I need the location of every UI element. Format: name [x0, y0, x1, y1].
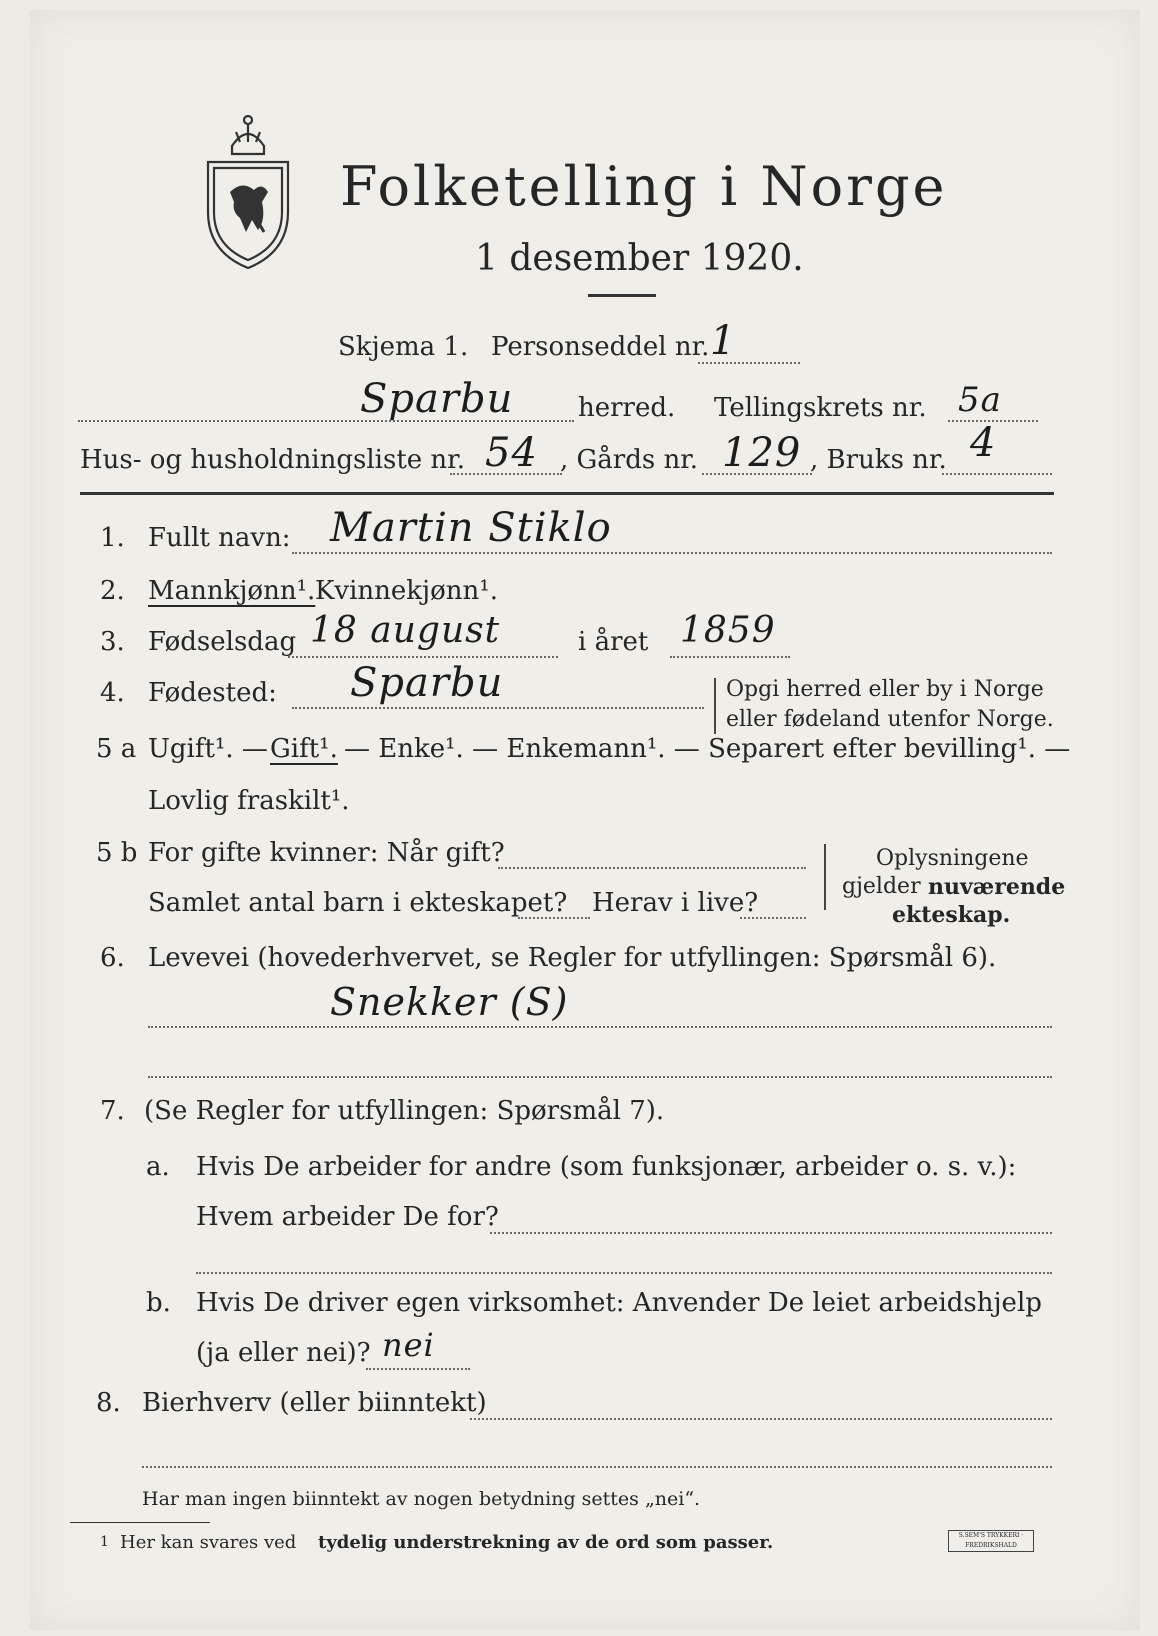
q4-line [292, 707, 704, 709]
q3-line [288, 656, 558, 658]
section-divider [80, 492, 1054, 495]
q3-year-value: 1859 [680, 610, 776, 651]
q5a-fraskilt: Lovlig fraskilt¹. [148, 786, 350, 816]
q2-male-option: Mannkjønn¹. [148, 576, 316, 606]
q5a-gift: Gift¹. [270, 734, 338, 764]
header-divider [588, 294, 656, 297]
q5b-note-line2a: gjelder [842, 874, 921, 899]
q6-value: Snekker (S) [330, 980, 569, 1024]
q5a-other-options: — Enke¹. — Enkemann¹. — Separert efter bevilling¹. — [344, 734, 1071, 764]
q7a-line2: Hvem arbeider De for? [196, 1202, 499, 1232]
q3-number: 3. [100, 627, 125, 657]
q1-line [292, 552, 1052, 554]
q5b-herav-field [740, 917, 806, 919]
bruks-line [942, 473, 1052, 475]
q1-label: Fullt navn: [148, 523, 291, 553]
bruks-value: 4 [970, 420, 997, 466]
q5b-line2-field [518, 917, 590, 919]
q4-note-line1: Opgi herred eller by i Norge [726, 677, 1044, 702]
q6-label: Levevei (hovederhvervet, se Regler for utfyllingen: Spørsmål 6). [148, 943, 997, 973]
q3-value: 18 august [310, 610, 501, 651]
gards-label: , Gårds nr. [560, 445, 699, 475]
personseddel-label: Personseddel nr. [491, 332, 710, 362]
q7b-line2: (ja eller nei)? [196, 1338, 371, 1368]
gards-line [702, 473, 812, 475]
footnote-text-a: Her kan svares ved [120, 1532, 297, 1553]
q4-value: Sparbu [350, 660, 504, 706]
q7b-value: nei [382, 1326, 435, 1364]
q5a-number: 5 a [96, 734, 137, 764]
q5b-note-brace [824, 844, 826, 910]
q7-label: (Se Regler for utfyllingen: Spørsmål 7). [144, 1096, 665, 1126]
footnote-number: 1 [100, 1534, 109, 1550]
census-form-sheet [30, 10, 1140, 1630]
q8-label: Bierhverv (eller biinntekt) [142, 1388, 487, 1418]
q1-value: Martin Stiklo [330, 505, 612, 551]
skjema-label: Skjema 1. [338, 332, 469, 362]
q5b-note-line1: Oplysningene [876, 846, 1029, 871]
q5b-line2: Samlet antal barn i ekteskapet? [148, 888, 568, 918]
husliste-line [450, 473, 562, 475]
q7a-field2 [196, 1272, 1052, 1274]
q6-number: 6. [100, 943, 125, 973]
q3-year-label: i året [578, 627, 649, 657]
form-title: Folketelling i Norge [340, 155, 948, 218]
q8-field2 [142, 1466, 1052, 1468]
q7a-line1: Hvis De arbeider for andre (som funksjonær, arbeider o. s. v.): [196, 1152, 1017, 1182]
coat-of-arms-icon [202, 102, 294, 276]
footnote-divider [70, 1522, 210, 1523]
q7b-letter: b. [146, 1288, 171, 1318]
husliste-value: 54 [485, 430, 538, 476]
gards-value: 129 [722, 430, 802, 476]
q3-year-line [670, 656, 790, 658]
herred-value: Sparbu [360, 376, 514, 422]
q7b-line1: Hvis De driver egen virksomhet: Anvender De leiet arbeidshjelp [196, 1288, 1042, 1318]
q5b-note-line3: ekteskap. [892, 902, 1011, 928]
personseddel-line [698, 362, 800, 364]
q1-number: 1. [100, 523, 125, 553]
q2-number: 2. [100, 576, 125, 606]
q7b-field [366, 1368, 470, 1370]
q4-note-brace [714, 678, 716, 734]
bruks-label: , Bruks nr. [810, 445, 947, 475]
q2-female-option: Kvinnekjønn¹. [315, 576, 498, 606]
q5b-number: 5 b [96, 838, 138, 868]
q5b-note-line2b: nuværende [928, 874, 1066, 900]
tellingskrets-value: 5a [958, 380, 1002, 420]
form-date: 1 desember 1920. [475, 238, 804, 279]
q5a-ugift: Ugift¹. — [148, 734, 268, 764]
q7a-field1 [490, 1232, 1052, 1234]
footnote-text-b: tydelig understrekning av de ord som passer. [318, 1532, 774, 1553]
herred-line [78, 420, 574, 422]
q7-number: 7. [100, 1096, 125, 1126]
tellingskrets-label: Tellingskrets nr. [714, 393, 927, 423]
q7a-letter: a. [146, 1152, 170, 1182]
q4-number: 4. [100, 678, 125, 708]
q6-line2 [148, 1076, 1052, 1078]
q5b-herav: Herav i live? [592, 888, 759, 918]
herred-label: herred. [578, 393, 676, 423]
husliste-label: Hus- og husholdningsliste nr. [80, 445, 466, 475]
footer-note: Har man ingen biinntekt av nogen betydning settes „nei“. [142, 1488, 701, 1510]
q4-note-line2: eller fødeland utenfor Norge. [726, 707, 1054, 732]
q8-field1 [470, 1418, 1052, 1420]
q5b-line1: For gifte kvinner: Når gift? [148, 838, 505, 868]
printer-stamp: S.SEM'S TRYKKERI · FREDRIKSHALD [948, 1530, 1034, 1552]
personseddel-value: 1 [710, 318, 737, 364]
q5b-line1-field [498, 867, 806, 869]
q8-number: 8. [96, 1388, 121, 1418]
q6-line1 [148, 1026, 1052, 1028]
q4-label: Fødested: [148, 678, 277, 708]
q3-label: Fødselsdag [148, 627, 297, 657]
